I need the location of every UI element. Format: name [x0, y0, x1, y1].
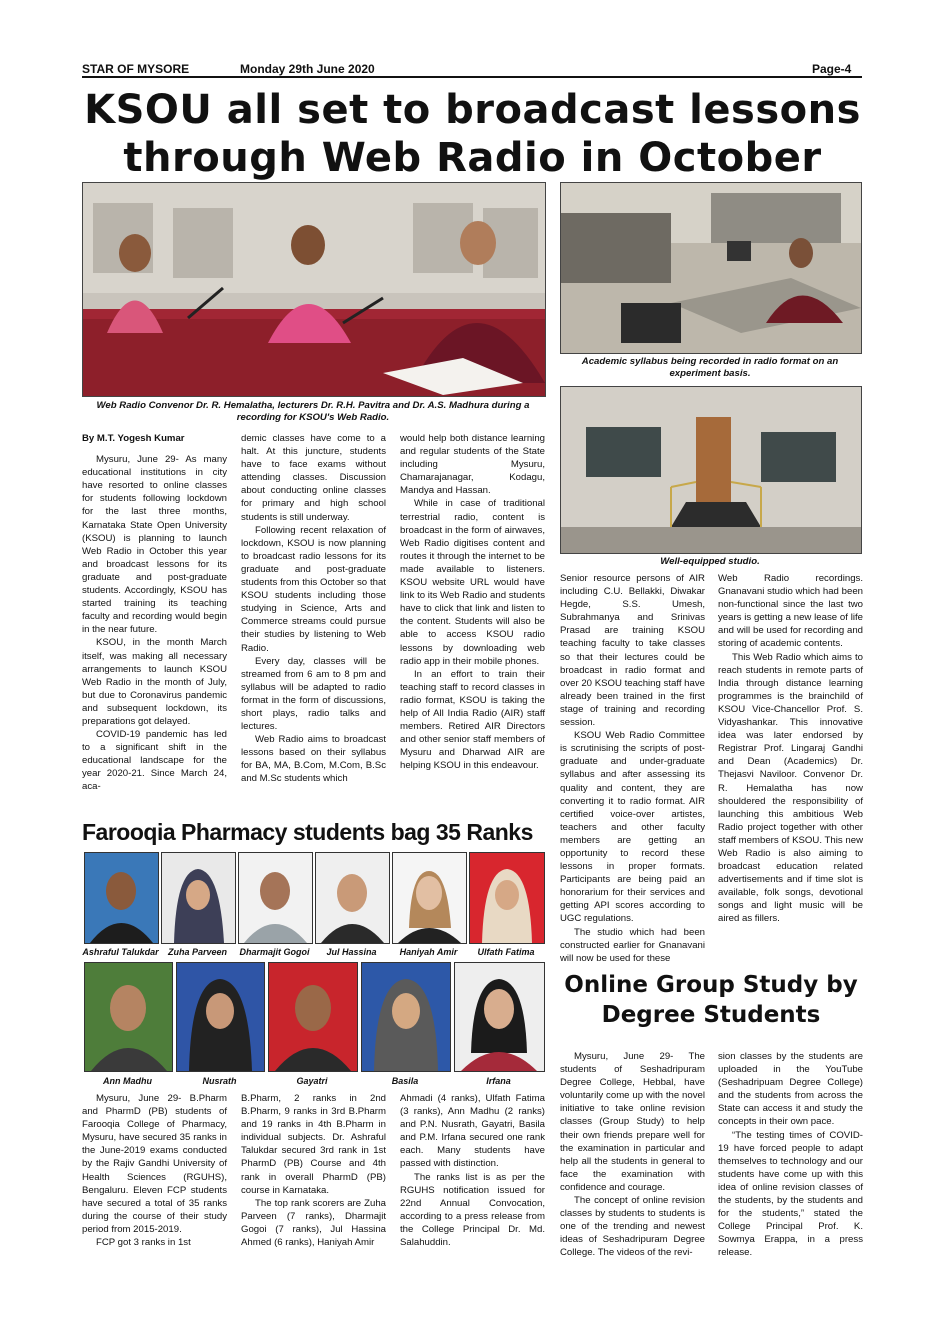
recording-photo	[82, 182, 546, 397]
ksou-column-2	[241, 432, 386, 786]
paragraph: Mysuru, June 29- B.Pharm and PharmD (PB) students of Farooqia College of Pharmacy, Mysuru, have secured 35 ranks in the June-2019 exams conducted by the Rajiv Gandhi University of Health Sciences (RGUHS), Bengaluru. Eleven FCP students have secured a total of 35 ranks during the course of their study period from 2015-2019.	[82, 1093, 227, 1235]
paragraph: demic classes have come to a halt. At this juncture, students have to face exams without attending classes. Discussion about conducting online classes for primary and high school students is still underway.	[241, 433, 386, 523]
portrait-photo	[84, 962, 173, 1072]
paragraph: Following recent relaxation of lockdown, KSOU is now planning to broadcast radio lessons for its graduate and post-graduate students from this October so that KSOU students including those studying in Science, Arts and Commerce streams could pursue their studies by listening to Web Radio.	[241, 524, 386, 654]
ksou-column-1	[82, 432, 227, 794]
paragraph: The top rank scorers are Zuha Parveen (7 ranks), Dharmajit Gogoi (7 ranks), Jul Hassina Ahmed (6 ranks), Haniyah Amir	[241, 1197, 386, 1249]
paragraph: The concept of online revision classes by students to students is one of the trending and newest ideas of Seshadripuram Degree College. The videos of the revi-	[560, 1195, 705, 1259]
student-name: Basila	[391, 1076, 419, 1086]
student-name: Nusrath	[202, 1076, 237, 1086]
student-name: Haniyah Amir	[399, 947, 458, 957]
student-name: Dharmajit Gogoi	[239, 947, 310, 957]
student-name: Gayatri	[296, 1076, 328, 1086]
paragraph: FCP got 3 ranks in 1st	[96, 1237, 191, 1249]
paragraph: COVID-19 pandemic has led to a significant shift in the educational landscape for the year 2020-21. Since March 24, aca-	[82, 729, 227, 793]
ksou-column-5	[718, 572, 863, 926]
paragraph: This Web Radio which aims to reach students in remote parts of India through distance learning programmes is the brainchild of KSOU Vice-Chancellor Prof. S. Vidyashankar. This innovative idea was later endorsed by Registrar Prof. Lingaraj Gandhi and Dean (Academics) Dr. Thejasvi Naviloor. Convenor Dr. R. Hemalatha has now shouldered the responsibility of launching this ambitious Web Radio project together with other staff members of KSOU. This new Web Radio is also aiming to broadcast education related advertisements and if time slot is available, folk songs, devotional songs and light music will be aired as fillers.	[718, 651, 863, 925]
paragraph: Ahmadi (4 ranks), Ulfath Fatima (3 ranks), Ann Madhu (2 ranks) and P.N. Nusrath, Gayatri, Basila and P.M. Irfana secured one rank each. Many students have passed with distinction.	[400, 1093, 545, 1170]
headline-line-1: KSOU all set to broadcast lessons	[84, 87, 861, 133]
paragraph: Web Radio recordings. Gnanavani studio which had been non-functional since the last two years is getting a new lease of life and will be used for recording and storing of academic contents.	[718, 573, 863, 650]
paragraph: KSOU Web Radio Committee is scrutinising the scripts of post-graduate and under-graduate syllabus and after assessing its quality and content, they are converting it to radio format. AIR certified voice-over artistes, teachers and other faculty members are getting an opportunity to record these lessons in proper formats. Participants are being paid an honorarium for their services and getting API scores according to UGC regulations.	[560, 730, 705, 925]
issue-date: Monday 29th June 2020	[240, 62, 375, 76]
portrait-photo	[361, 962, 451, 1072]
portrait-photo	[84, 852, 159, 944]
ksou-column-3	[400, 432, 545, 772]
paragraph: Every day, classes will be streamed from 6 am to 8 pm and syllabus will be adapted to radio format in the form of discussions, short plays, radio talks and lectures.	[241, 655, 386, 733]
student-name: Jul Hassina	[326, 947, 377, 957]
group-study-column-2	[718, 1050, 863, 1260]
console-photo	[560, 182, 862, 354]
main-headline	[60, 86, 885, 182]
main-photo-caption: Web Radio Convenor Dr. R. Hemalatha, lecturers Dr. R.H. Pavitra and Dr. A.S. Madhura during a recording for KSOU's Web Radio.	[96, 400, 530, 423]
paragraph: B.Pharm, 2 ranks in 2nd B.Pharm, 9 ranks in 3rd B.Pharm and 19 ranks in 4th B.Pharm in individual subjects. Dr. Ashraful Talukdar secured 3rd rank in 1st PharmD (PB) Course and 4th rank in overall PharmD (PB) course in Karnataka.	[241, 1093, 386, 1196]
byline: By M.T. Yogesh Kumar	[82, 433, 185, 444]
ksou-column-4	[560, 572, 705, 965]
portrait-photo	[315, 852, 390, 944]
paragraph: would help both distance learning and regular students of the State including Mysuru, Chamarajanagar, Kodagu, Mandya and Hassan.	[400, 433, 545, 497]
header-rule	[82, 76, 862, 78]
paragraph: Web Radio aims to broadcast lessons based on their syllabus for BA, MA, B.Com, M.Com, B.Sc and M.Sc students which	[241, 734, 386, 785]
portrait-photo	[268, 962, 358, 1072]
farooqia-column-2	[241, 1092, 386, 1249]
paragraph: The studio which had been constructed earlier for Gnanavani will now be used for these	[560, 926, 705, 964]
paragraph: Senior resource persons of AIR including C.U. Bellakki, Diwakar Hegde, S.S. Umesh, Subrahmanya and Srinivas Prasad are training KSOU teaching faculty to take classes so that their lectures could be broadcast in radio format and over 20 KSOU teaching staff have already been trained in the first stage of training and recording session.	[560, 573, 705, 729]
paragraph: In an effort to train their teaching staff to record classes in radio format, KSOU is taking the help of All India Radio (AIR) staff members. Retired AIR Directors and other senior staff members of Mysuru and Dharwad AIR are helping KSOU in this endeavour.	[400, 668, 545, 772]
student-name: Irfana	[486, 1076, 511, 1086]
paragraph: The ranks list is as per the RGUHS notification issued for 22nd Annual Convocation, according to a press release from the College Principal Dr. Md. Salahuddin.	[400, 1171, 545, 1249]
portrait-photo	[176, 962, 265, 1072]
group-study-headline: Online Group Study by Degree Students	[564, 972, 858, 1028]
farooqia-column-1	[82, 1092, 227, 1249]
farooqia-headline: Farooqia Pharmacy students bag 35 Ranks	[82, 819, 533, 845]
paper-name: STAR OF MYSORE	[82, 62, 190, 76]
student-name: Ann Madhu	[103, 1076, 152, 1086]
studio-photo	[560, 386, 862, 554]
paragraph: Mysuru, June 29- As many educational institutions in city have resorted to online classes for students following lockdown for the last three months, Karnataka State Open University (KSOU) is planning to launch Web Radio in October this year and broadcast lessons for its graduate and post-graduate students. Accordingly, KSOU has started training its teaching faculty and recording would begin in the near future.	[82, 454, 227, 636]
headline-line-2: through Web Radio in October	[123, 135, 822, 181]
student-name: Zuha Parveen	[167, 947, 228, 957]
paragraph: Mysuru, June 29- The students of Seshadripuram Degree College, Hebbal, have voluntarily come up with the novel initiative to take online revision classes (Group Study) to help their own friends prepare well for the examination in particular and help all the students in general to face the examination with confidence and courage.	[560, 1051, 705, 1193]
portrait-photo	[161, 852, 236, 944]
student-name: Ashraful Talukdar	[82, 947, 159, 957]
portrait-photo	[392, 852, 467, 944]
console-photo-caption: Academic syllabus being recorded in radio format on an experiment basis.	[581, 356, 839, 379]
paragraph: While in case of traditional terrestrial radio, content is broadcast in the form of airwaves, Web Radio digitises content and routes it through the internet to be made available to listeners. KSOU website URL would have link to its Web Radio and students have to click that link and listen to the content. Students will also be able to access KSOU radio lessons by downloading web radio app in their mobile phones.	[400, 498, 545, 667]
paragraph: sion classes by the students are uploaded in the YouTube (Seshadripuam Degree College) and the students from across the State can access it and study the concepts in their own pace.	[718, 1051, 863, 1128]
studio-photo-caption: Well-equipped studio.	[660, 556, 760, 567]
farooqia-column-3	[400, 1092, 545, 1249]
student-name: Ulfath Fatima	[477, 947, 535, 957]
portrait-photo	[454, 962, 545, 1072]
paragraph: KSOU, in the month March itself, was making all necessary arrangements to launch KSOU Web Radio in the month of July, but due to Coronavirus pandemic and subsequent lockdown, its preparations got delayed.	[82, 637, 227, 727]
group-study-column-1	[560, 1050, 705, 1260]
portrait-photo	[469, 852, 545, 944]
page-number: Page-4	[812, 62, 852, 76]
paragraph: “The testing times of COVID-19 have forced people to adapt themselves to technology and our students have come up with this idea of online revision classes of the students, by the students and for the students,” stated the College Principal Prof. K. Sowmya Erappa, in a press release.	[718, 1129, 863, 1259]
portrait-photo	[238, 852, 313, 944]
